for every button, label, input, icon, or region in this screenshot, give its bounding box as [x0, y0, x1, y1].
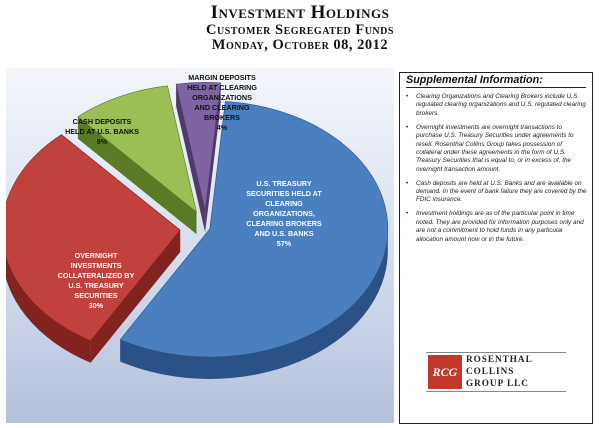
slice-label: U.S. TREASURY SECURITIES HELD AT CLEARING ORGANIZATIONS, CLEARING BROKERS AND U.S. BANKS 57%	[246, 179, 322, 248]
supplemental-info-panel	[399, 72, 593, 424]
report-date: Monday, October 08, 2012	[211, 37, 389, 53]
company-logo	[426, 352, 566, 392]
chart-panel	[6, 68, 394, 423]
info-item: • Cash deposits are held at U.S. Banks and are available on demand. In the event of bank failure they are covered by the FDIC insurance.	[402, 180, 588, 205]
info-list	[402, 93, 588, 250]
page-subtitle: Customer Segregated Funds	[206, 22, 394, 38]
logo-mark: RCG	[428, 355, 462, 389]
slice-label: OVERNIGHT INVESTMENTS COLLATERALIZED BY U.S. TREASURY SECURITIES 30%	[57, 251, 135, 310]
logo-line-3: GROUP LLC	[466, 378, 529, 388]
info-title: Supplemental Information:	[406, 74, 586, 88]
slice-label: MARGIN DEPOSITS HELD AT CLEARING ORGANIZATIONS AND CLEARING BROKERS 4%	[187, 73, 257, 132]
logo-line-1: ROSENTHAL	[466, 354, 533, 364]
pie-chart	[6, 68, 394, 423]
info-item: • Clearing Organizations and Clearing Brokers include U.S. regulated clearing organizations and U.S. regulated clearing brokers.	[402, 93, 588, 118]
info-item: • Overnight investments are overnight transactions to purchase U.S. Treasury Securities under agreements to resell. Rosenthal Collins Group takes possession of collateral under these agreements in the form of U.S. Treasury Securities that is equal to, or in excess of, the overnight transaction amount.	[402, 124, 588, 174]
page-title: Investment Holdings	[210, 2, 390, 23]
slice-label: CASH DEPOSITS HELD AT U.S. BANKS 9%	[65, 117, 139, 146]
logo-line-2: COLLINS	[466, 366, 515, 376]
info-item: • Investment holdings are as of the particular point in time noted. They are provided for information purposes only and are not a commitment to hold funds in any particular allocation amount now or in the future.	[402, 210, 588, 244]
